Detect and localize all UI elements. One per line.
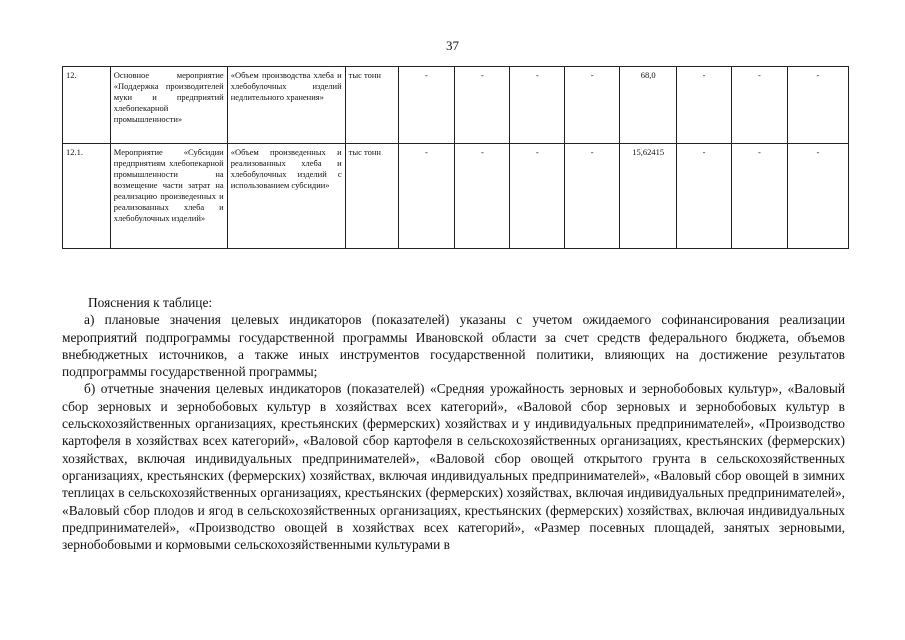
value-cell: - xyxy=(732,144,788,249)
value-cell: - xyxy=(565,67,620,144)
value-cell: - xyxy=(565,144,620,249)
event-name: Мероприятие «Субсидии предприятиям хлебопекарной промышленности на возмещение части затрат на реализацию произведенных и реализованных хлеба и хлебобулочных изделий» xyxy=(110,144,227,249)
value-cell: - xyxy=(510,144,565,249)
value-cell: - xyxy=(398,67,455,144)
value-cell: - xyxy=(455,67,510,144)
table-row xyxy=(63,67,849,144)
value-cell: - xyxy=(677,144,732,249)
value-cell: - xyxy=(732,67,788,144)
indicator-name: «Объем произведенных и реализованных хлеба и хлебобулочных изделий с использованием субсидии» xyxy=(227,144,345,249)
row-number: 12.1. xyxy=(63,144,111,249)
table-notes xyxy=(62,294,845,553)
table-row xyxy=(63,144,849,249)
notes-heading: Пояснения к таблице: xyxy=(88,295,213,310)
value-cell: - xyxy=(398,144,455,249)
value-cell: 15,62415 xyxy=(620,144,677,249)
page-number: 37 xyxy=(446,38,459,53)
row-number: 12. xyxy=(63,67,111,144)
value-cell: - xyxy=(787,67,848,144)
value-cell: - xyxy=(677,67,732,144)
value-cell: - xyxy=(787,144,848,249)
notes-paragraph-b: б) отчетные значения целевых индикаторов (показателей) «Средняя урожайность зерновых и зернобобовых культур», «Валовый сбор зерновых и зернобобовых культур в хозяйствах всех категорий», «Валовой сбор зерновых и зернобобовых культур в сельскохозяйственных организациях, крестьянских (фермерских) хозяйствах и у индивидуальных предпринимателей», «Производство картофеля в хозяйствах всех категорий», «Валовой сбор картофеля в сельскохозяйственных организациях, крестьянских (фермерских) хозяйствах, включая индивидуальных предпринимателей», «Валовой сбор овощей открытого грунта в сельскохозяйственных организациях, крестьянских (фермерских) хозяйствах, включая индивидуальных предпринимателей», «Валовый сбор овощей в зимних теплицах в сельскохозяйственных организациях, крестьянских (фермерских) хозяйствах, включая индивидуальных предпринимателей», «Валовый сбор плодов и ягод в сельскохозяйственных организациях, крестьянских (фермерских) хозяйствах, включая индивидуальных предпринимателей», «Производство овощей в хозяйствах всех категорий», «Размер посевных площадей, занятых зерновыми, зернобобовыми и кормовыми сельскохозяйственными культурами в xyxy=(62,381,845,553)
indicator-table xyxy=(62,66,849,249)
indicator-name: «Объем производства хлеба и хлебобулочных изделий недлительного хранения» xyxy=(227,67,345,144)
event-name: Основное мероприятие «Поддержка производителей муки и предприятий хлебопекарной промышленности» xyxy=(110,67,227,144)
unit: тыс тонн xyxy=(345,144,398,249)
value-cell: 68,0 xyxy=(620,67,677,144)
value-cell: - xyxy=(510,67,565,144)
notes-paragraph-a: а) плановые значения целевых индикаторов (показателей) указаны с учетом ожидаемого софинансирования реализации мероприятий подпрограммы государственной программы Ивановской области за счет средств федерального бюджета, объемов внебюджетных источников, а также иных инструментов государственной политики, влияющих на достижение результатов подпрограммы государственной программы; xyxy=(62,312,845,380)
value-cell: - xyxy=(455,144,510,249)
unit: тыс тонн xyxy=(345,67,398,144)
